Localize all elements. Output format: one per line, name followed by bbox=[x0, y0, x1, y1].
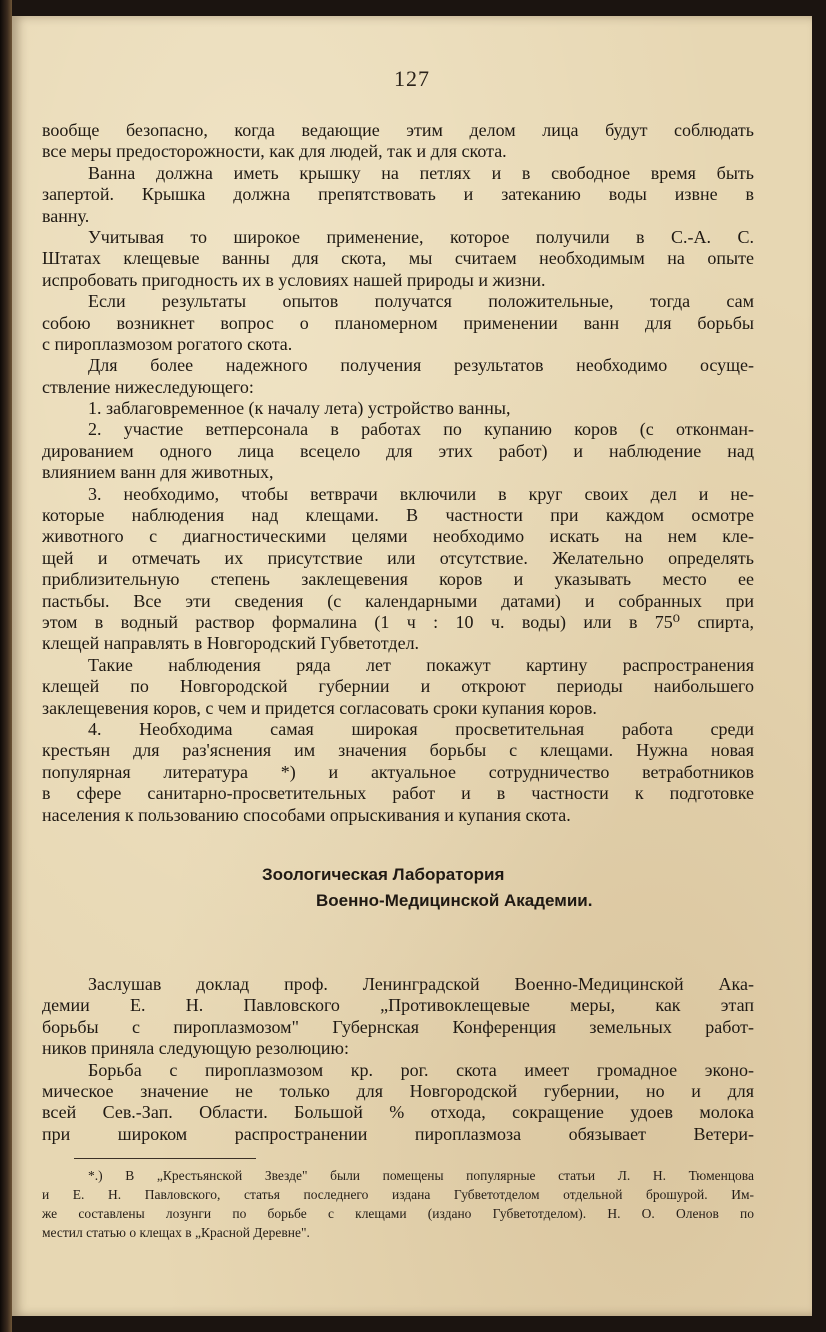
text-line: в сфере санитарно-просветительных работ и в частности к подготовке bbox=[42, 783, 754, 804]
text-line: все меры предосторожности, как для людей, так и для скота. bbox=[42, 141, 507, 162]
text-line: населения к пользованию способами опрыскивания и купания скота. bbox=[42, 804, 571, 825]
text-line: этом в водный раствор формалина (1 ч : 10 ч. воды) или в 75⁰ спирта, bbox=[42, 611, 754, 632]
heading-line-2: Военно-Медицинской Академии. bbox=[316, 891, 593, 910]
text-line: животного с диагностическими целями необходимо искать на нем кле- bbox=[42, 526, 754, 547]
text-line: ванну. bbox=[42, 205, 90, 226]
text-line: местил статью о клещах в „Красной Деревне". bbox=[42, 1225, 310, 1240]
text-line: Такие наблюдения ряда лет покажут картину распространения bbox=[88, 654, 754, 675]
text-line: клещей по Новгородской губернии и откроют периоды наибольшего bbox=[42, 676, 754, 697]
text-line: борьбы с пироплазмозом" Губернская Конференция земельных работ- bbox=[42, 1016, 754, 1037]
text-line: Штатах клещевые ванны для скота, мы считаем необходимым на опыте bbox=[42, 248, 754, 269]
section-heading bbox=[262, 862, 592, 914]
text-line: дированием одного лица всецело для этих работ) и наблюдение над bbox=[42, 440, 754, 461]
text-line: пастьбы. Все эти сведения (с календарными датами) и собранных при bbox=[42, 590, 754, 611]
text-line: заклещевения коров, с чем и придется согласовать сроки купания коров. bbox=[42, 697, 597, 718]
text-line: мическое значение не только для Новгородской губернии, но и для bbox=[42, 1080, 754, 1101]
text-line: всей Сев.-Зап. Области. Большой % отхода, сокращение удоев молока bbox=[42, 1102, 754, 1123]
text-line: Заслушав доклад проф. Ленинградской Военно-Медицинской Ака- bbox=[88, 974, 754, 994]
page-number: 127 bbox=[394, 66, 430, 91]
text-line: Для более надежного получения результатов необходимо осуще- bbox=[88, 355, 754, 376]
text-line: Борьба с пироплазмозом кр. рог. скота имеет громадное эконо- bbox=[88, 1059, 754, 1080]
text-line: которые наблюдения над клещами. В частности при каждом осмотре bbox=[42, 505, 754, 526]
text-line: 1. заблаговременное (к началу лета) устройство ванны, bbox=[88, 398, 511, 419]
text-line: Учитывая то широкое применение, которое получили в С.-А. С. bbox=[88, 226, 754, 247]
text-line: запертой. Крышка должна препятствовать и затеканию воды извне в bbox=[42, 184, 754, 205]
text-line: популярная литература *) и актуальное сотрудничество ветработников bbox=[42, 761, 754, 782]
text-line: с пироплазмозом рогатого скота. bbox=[42, 333, 293, 354]
text-line: при широком распространении пироплазмоза обязывает Ветери- bbox=[42, 1123, 754, 1144]
text-line: клещей направлять в Новгородский Губветотдел. bbox=[42, 633, 420, 654]
body-text-top bbox=[42, 120, 754, 826]
text-line: Если результаты опытов получатся положительные, тогда сам bbox=[88, 291, 754, 312]
text-line: влиянием ванн для животных, bbox=[42, 462, 274, 483]
text-line: испробовать пригодность их в условиях нашей природы и жизни. bbox=[42, 269, 546, 290]
text-line: ствление нижеследующего: bbox=[42, 376, 254, 397]
text-line: демии Е. Н. Павловского „Противоклещевые меры, как этап bbox=[42, 995, 754, 1016]
text-line: 4. Необходима самая широкая просветительная работа среди bbox=[88, 718, 754, 739]
text-line: 2. участие ветперсонала в работах по купанию коров (с отконман- bbox=[88, 419, 754, 440]
heading-line-1: Зоологическая Лаборатория bbox=[262, 865, 505, 884]
body-text-bottom bbox=[42, 974, 754, 1145]
document-page bbox=[12, 16, 812, 1316]
text-line: собою возникнет вопрос о планомерном применении ванн для борьбы bbox=[42, 312, 754, 333]
text-line: 3. необходимо, чтобы ветврачи включили в круг своих дел и не- bbox=[88, 483, 754, 504]
text-line: *.) В „Крестьянской Звезде" были помещены популярные статьи Л. Н. Тюменцова bbox=[88, 1168, 754, 1183]
text-line: крестьян для раз'яснения им значения борьбы с клещами. Нужна новая bbox=[42, 740, 754, 761]
footnote-divider bbox=[74, 1158, 256, 1159]
book-binding-edge bbox=[0, 0, 12, 1332]
text-line: Ванна должна иметь крышку на петлях и в свободное время быть bbox=[88, 162, 754, 183]
text-line: и Е. Н. Павловского, статья последнего издана Губветотделом отдельной брошурой. Им- bbox=[42, 1187, 754, 1202]
text-line: вообще безопасно, когда ведающие этим делом лица будут соблюдать bbox=[42, 120, 754, 140]
text-line: ников приняла следующую резолюцию: bbox=[42, 1038, 350, 1059]
text-line: щей и отмечать их присутствие или отсутствие. Желательно определять bbox=[42, 547, 754, 568]
footnote bbox=[42, 1166, 754, 1242]
text-line: приблизительную степень заклещевения коров и указывать место ее bbox=[42, 569, 754, 590]
text-line: же составлены лозунги по борьбе с клещами (издано Губветотделом). Н. О. Оленов по bbox=[42, 1206, 754, 1221]
